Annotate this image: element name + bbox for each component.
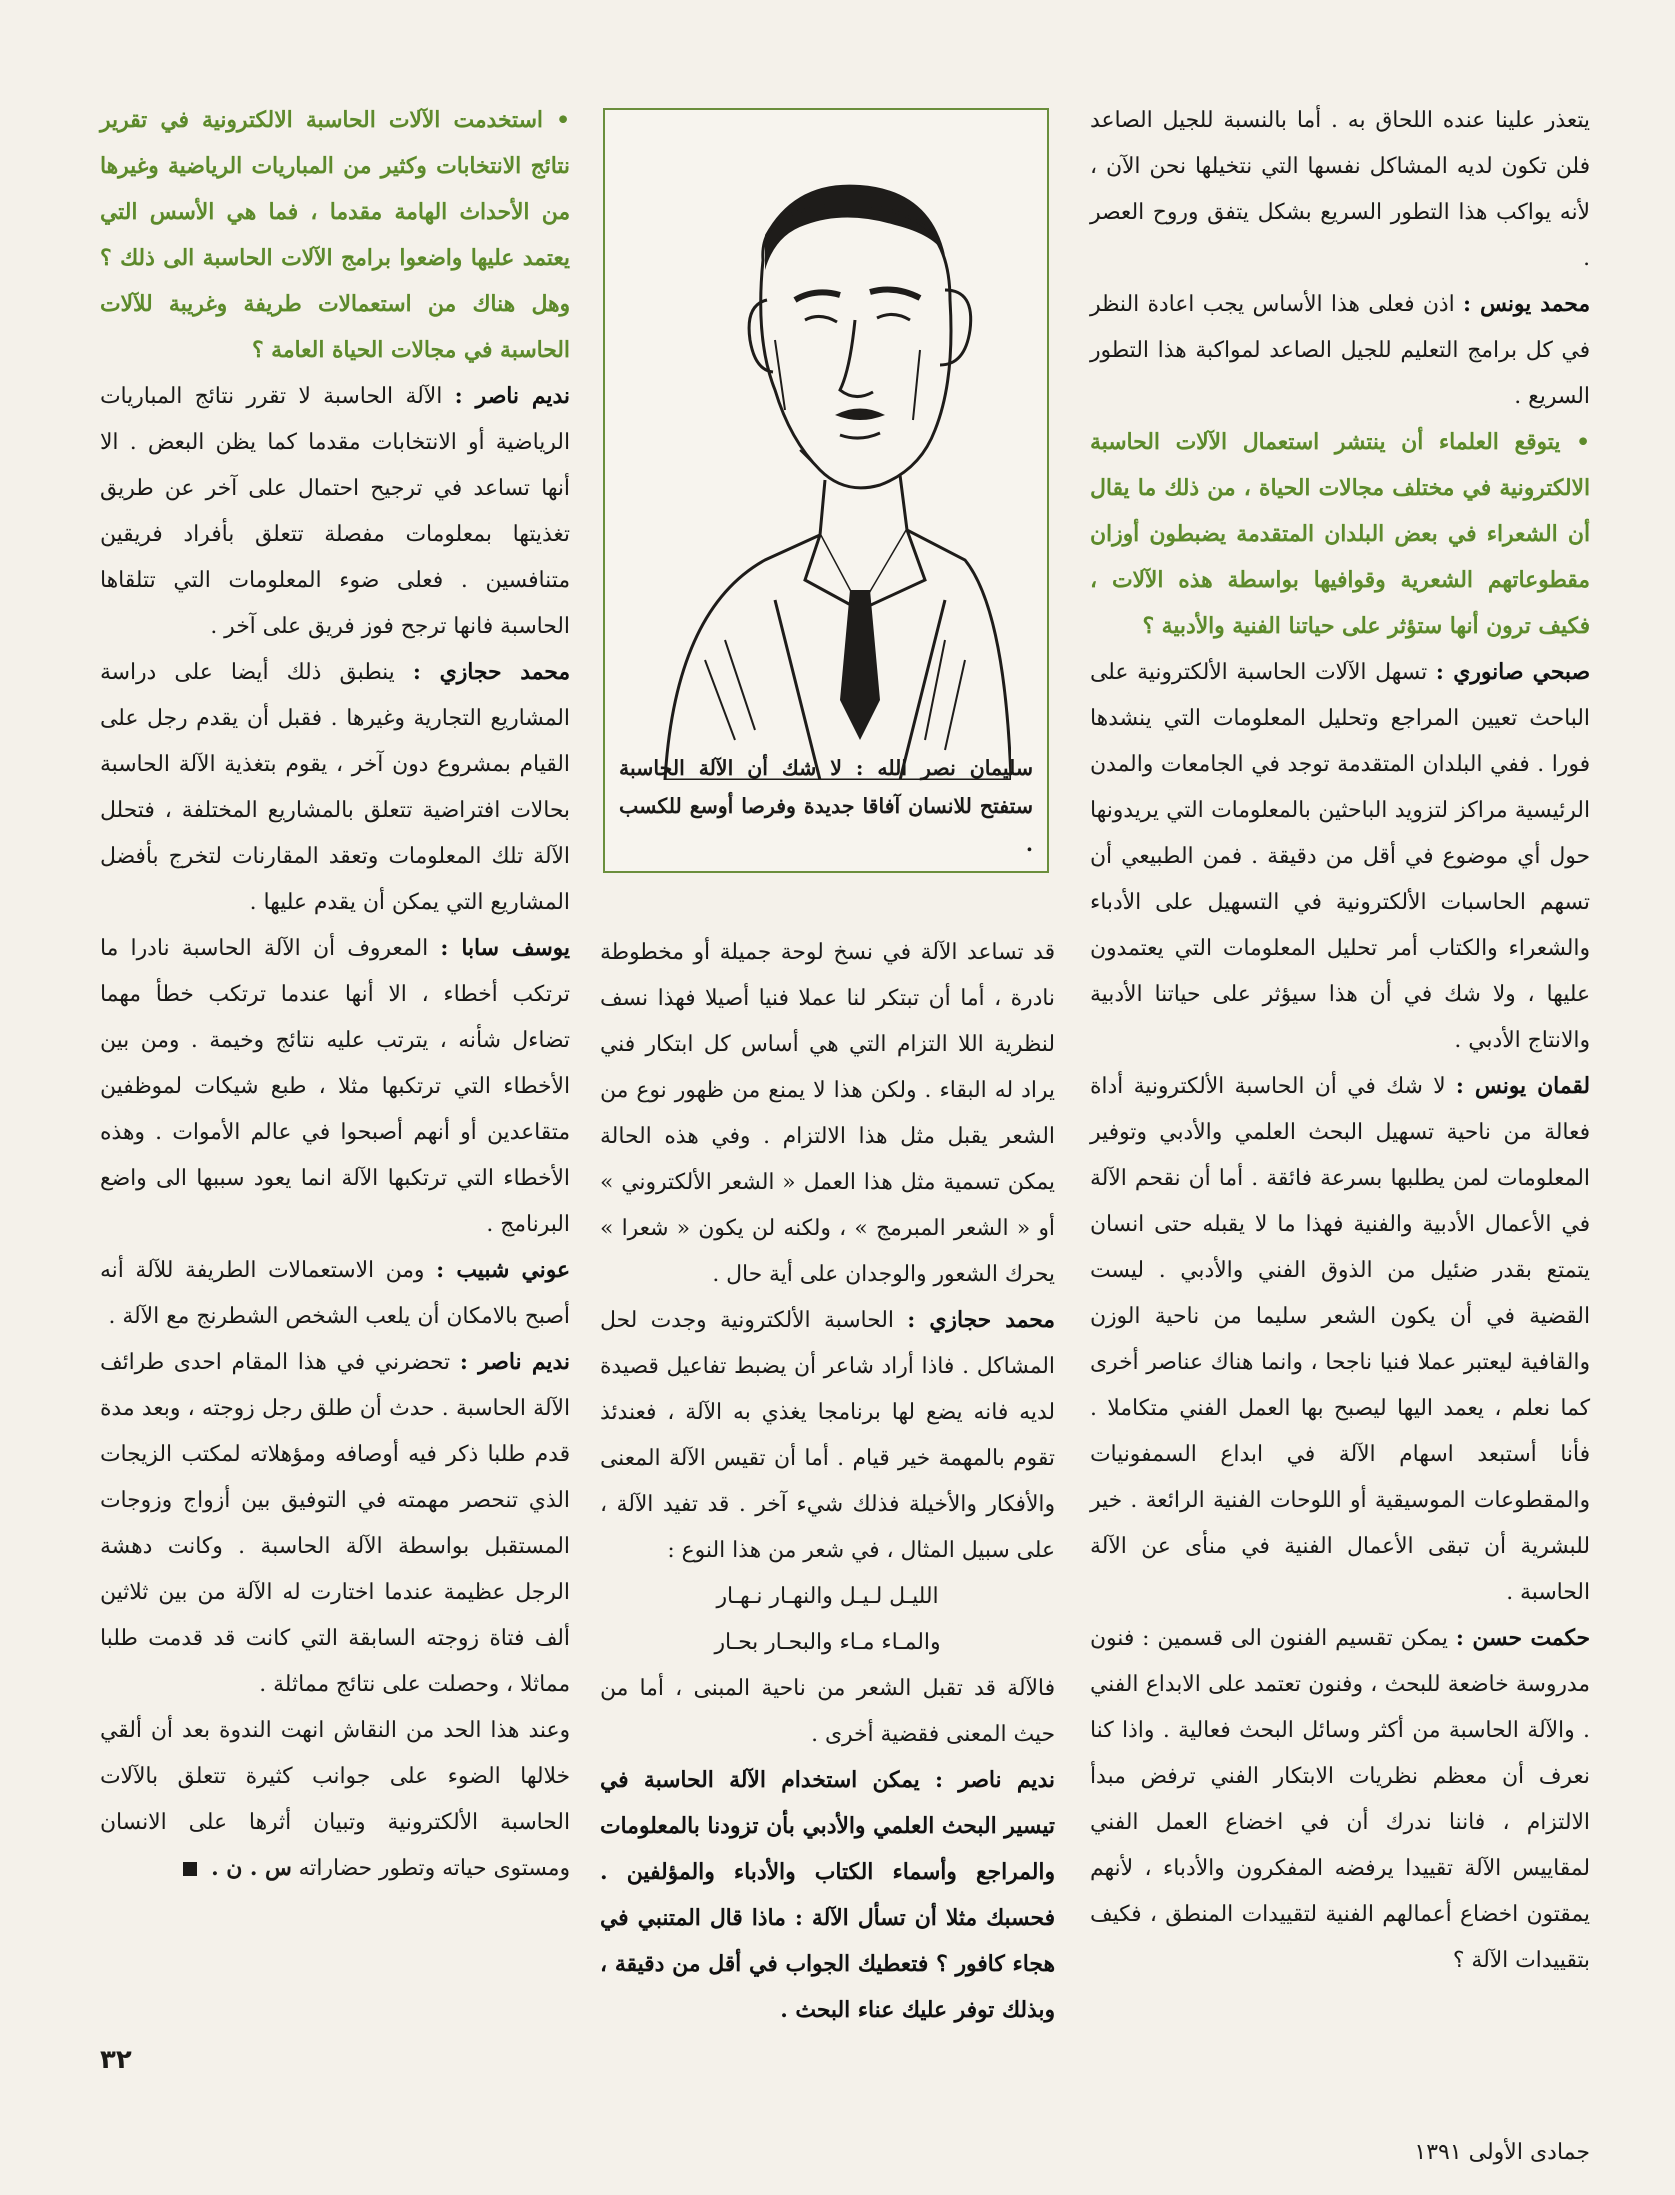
paragraph: قد تساعد الآلة في نسخ لوحة جميلة أو مخطوطة نادرة ، أما أن تبتكر لنا عملا فنيا أصيلا فهذا نسف لنظرية اللا التزام التي هي أساس كل ابتكار فني يراد له البقاء . ولكن هذا لا يمنع من ظهور نوع من الشعر يقبل مثل هذا الالتزام . وفي هذه الحالة يمكن تسمية مثل هذا العمل « الشعر الألكتروني » أو « الشعر المبرمج » ، ولكنه لن يكون « شعرا » يحرك الشعور والوجدان على أية حال . [600, 940, 1055, 1287]
page-number: ٣٢ [100, 2045, 132, 2075]
column-left [100, 98, 570, 1892]
paragraph [600, 1298, 1055, 1574]
speaker-name: عوني شبيب : [436, 1258, 570, 1283]
paragraph: يتعذر علينا عنده اللحاق به . أما بالنسبة للجيل الصاعد فلن تكون لديه المشاكل نفسها التي نتخيلها نحن الآن ، لأنه يواكب هذا التطور السريع بشكل يتفق وروح العصر . [1090, 108, 1590, 271]
author-signature: س . ن . [211, 1856, 292, 1881]
figure-caption: سليمان نصر الله : لا شك أن الآلة الحاسبة ستفتح للانسان آفاقا جديدة وفرصا أوسع للكسب . [619, 756, 1033, 856]
speaker-name: محمد يونس : [1462, 292, 1590, 317]
portrait-illustration [645, 140, 1011, 780]
paragraph [100, 926, 570, 1248]
paragraph-text: وعند هذا الحد من النقاش انهت الندوة بعد أن ألقي خلالها الضوء على جوانب كثيرة تتعلق بالآلات الحاسبة الألكترونية وتبيان أثرها على الانسان ومستوى حياته وتطور حضاراته [100, 1718, 570, 1881]
paragraph [100, 374, 570, 650]
paragraph [1090, 650, 1590, 1064]
end-mark-icon [183, 1862, 197, 1876]
paragraph [100, 1340, 570, 1708]
verse-line: والمـاء مـاء والبحـار بحـار [714, 1630, 941, 1655]
paragraph-text: اذن فعلى هذا الأساس يجب اعادة النظر في كل برامج التعليم للجيل الصاعد لمواكبة هذا التطور السريع . [1090, 292, 1590, 409]
speaker-name: محمد حجازي : [412, 660, 570, 685]
column-middle [600, 930, 1055, 2034]
paragraph [100, 650, 570, 926]
speaker-name: لقمان يونس : [1455, 1074, 1590, 1099]
question-paragraph: • استخدمت الآلات الحاسبة الالكترونية في تقرير نتائج الانتخابات وكثير من المباريات الرياضية وغيرها من الأحداث الهامة مقدما ، فما هي الأسس التي يعتمد عليها واضعوا برامج الآلات الحاسبة الى ذلك ؟ وهل هناك من استعمالات طريفة وغريبة للآلات الحاسبة في مجالات الحياة العامة ؟ [100, 108, 570, 363]
paragraph-text: الحاسبة الألكترونية وجدت لحل المشاكل . فاذا أراد شاعر أن يضبط تفاعيل قصيدة لديه فانه يضع لها برنامجا يغذي به الآلة ، فعندئذ تقوم بالمهمة خير قيام . أما أن تقيس الآلة المعنى والأفكار والأخيلة فذلك شيء آخر . قد تفيد الآلة ، على سبيل المثال ، في شعر من هذا النوع : [600, 1308, 1055, 1563]
speaker-name: محمد حجازي : [907, 1308, 1055, 1333]
figure-frame [603, 108, 1049, 873]
paragraph [1090, 1064, 1590, 1616]
speaker-name: نديم ناصر : [935, 1768, 1055, 1793]
paragraph-text: تسهل الآلات الحاسبة الألكترونية على الباحث تعيين المراجع وتحليل المعلومات التي ينشدها فورا . ففي البلدان المتقدمة توجد في الجامعات والمدن الرئيسية مراكز لتزويد الباحثين بالمعلومات التي يريدونها حول أي موضوع في أقل من دقيقة . فمن الطبيعي أن تسهم الحاسبات الألكترونية في التسهيل على الأدباء والشعراء والكتاب أمر تحليل المعلومات التي يعتمدون عليها ، ولا شك في أن هذا سيؤثر على حياتنا الأدبية والانتاج الأدبي . [1090, 660, 1590, 1053]
paragraph [1090, 282, 1590, 420]
paragraph-text: لا شك في أن الحاسبة الألكترونية أداة فعالة من ناحية تسهيل البحث العلمي والأدبي وتوفير المعلومات لمن يطلبها بسرعة فائقة . أما أن نقحم الآلة في الأعمال الأدبية والفنية فهذا ما لا يقبله حتى انسان يتمتع بقدر ضئيل من الذوق الفني والأدبي . ليست القضية في أن يكون الشعر سليما من ناحية الوزن والقافية ليعتبر عملا فنيا ناجحا ، وانما هناك عناصر أخرى كما نعلم ، يعمد اليها ليصبح بها العمل الفني متكاملا . فأنا أستبعد اسهام الآلة في ابداع السمفونيات والمقطوعات الموسيقية أو اللوحات الفنية الرائعة . خير للبشرية أن تبقى الأعمال الفنية في منأى عن الآلة الحاسبة . [1090, 1074, 1590, 1605]
paragraph [100, 1708, 570, 1892]
verse-line: الليـل لـيـل والنهـار نـهـار [716, 1584, 939, 1609]
paragraph: فالآلة قد تقبل الشعر من ناحية المبنى ، أما من حيث المعنى فقضية أخرى . [600, 1676, 1055, 1747]
paragraph [600, 1758, 1055, 2034]
speaker-name: حكمت حسن : [1455, 1626, 1590, 1651]
footer-date: جمادى الأولى ١٣٩١ [1414, 2140, 1590, 2165]
paragraph-text: الآلة الحاسبة لا تقرر نتائج المباريات الرياضية أو الانتخابات مقدما كما يظن البعض . الا أنها تساعد في ترجيح احتمال على آخر عن طريق تغذيتها بمعلومات مفصلة تتعلق بأفراد فريقين متنافسين . فعلى ضوء المعلومات التي تتلقاها الحاسبة فانها ترجح فوز فريق على آخر . [100, 384, 570, 639]
paragraph-text: ينطبق ذلك أيضا على دراسة المشاريع التجارية وغيرها . فقبل أن يقدم رجل على القيام بمشروع دون آخر ، يقوم بتغذية الآلة الحاسبة بحالات افتراضية تتعلق بالمشاريع المختلفة ، فتحلل الآلة تلك المعلومات وتعقد المقارنات لتخرج بأفضل المشاريع التي يمكن أن يقدم عليها . [100, 660, 570, 915]
paragraph-text: المعروف أن الآلة الحاسبة نادرا ما ترتكب أخطاء ، الا أنها عندما ترتكب خطأ مهما تضاءل شأنه ، يترتب عليه نتائج وخيمة . ومن بين الأخطاء التي ترتكبها مثلا ، طبع شيكات لموظفين متقاعدين أو أنهم أصبحوا في عالم الأموات . وهذه الأخطاء التي ترتكبها الآلة انما يعود سببها الى واضع البرنامج . [100, 936, 570, 1237]
speaker-name: يوسف سابا : [440, 936, 570, 961]
paragraph-text: ومن الاستعمالات الطريفة للآلة أنه أصبح بالامكان أن يلعب الشخص الشطرنج مع الآلة . [100, 1258, 570, 1329]
paragraph [100, 1248, 570, 1340]
question-paragraph: • يتوقع العلماء أن ينتشر استعمال الآلات الحاسبة الالكترونية في مختلف مجالات الحياة ، من ذلك ما يقال أن الشعراء في بعض البلدان المتقدمة يضبطون أوزان مقطوعاتهم الشعرية وقوافيها بواسطة هذه الآلات ، فكيف ترون أنها ستؤثر على حياتنا الفنية والأدبية ؟ [1090, 430, 1590, 639]
paragraph-text: يمكن استخدام الآلة الحاسبة في تيسير البحث العلمي والأدبي بأن تزودنا بالمعلومات والمراجع وأسماء الكتاب والأدباء والمؤلفين . فحسبك مثلا أن تسأل الآلة : ماذا قال المتنبي في هجاء كافور ؟ فتعطيك الجواب في أقل من دقيقة ، وبذلك توفر عليك عناء البحث . [600, 1768, 1055, 2023]
speaker-name: نديم ناصر : [454, 384, 570, 409]
speaker-name: نديم ناصر : [459, 1350, 570, 1375]
paragraph-text: تحضرني في هذا المقام احدى طرائف الآلة الحاسبة . حدث أن طلق رجل زوجته ، وبعد مدة قدم طلبا ذكر فيه أوصافه ومؤهلاته لمكتب الزيجات الذي تنحصر مهمته في التوفيق بين أزواج وزوجات المستقبل بواسطة الآلة الحاسبة . وكانت دهشة الرجل عظيمة عندما اختارت له الآلة من بين ثلاثين ألف فتاة زوجته السابقة التي كانت قد قدمت طلبا مماثلا ، وحصلت على نتائج مماثلة . [100, 1350, 570, 1697]
paragraph [1090, 1616, 1590, 1984]
paragraph-text: يمكن تقسيم الفنون الى قسمين : فنون مدروسة خاضعة للبحث ، وفنون تعتمد على الابداع الفني . والآلة الحاسبة من أكثر وسائل البحث فعالية . واذا كنا نعرف أن معظم نظريات الابتكار الفني ترفض مبدأ الالتزام ، فاننا ندرك أن في اخضاع العمل الفني لمقاييس الآلة تقييدا يرفضه المفكرون والأدباء ، لأنهم يمقتون اخضاع أعمالهم الفنية لتقييدات المنطق ، فكيف بتقييدات الآلة ؟ [1090, 1626, 1590, 1973]
speaker-name: صبحي صانوري : [1435, 660, 1590, 685]
column-right [1090, 98, 1590, 1984]
